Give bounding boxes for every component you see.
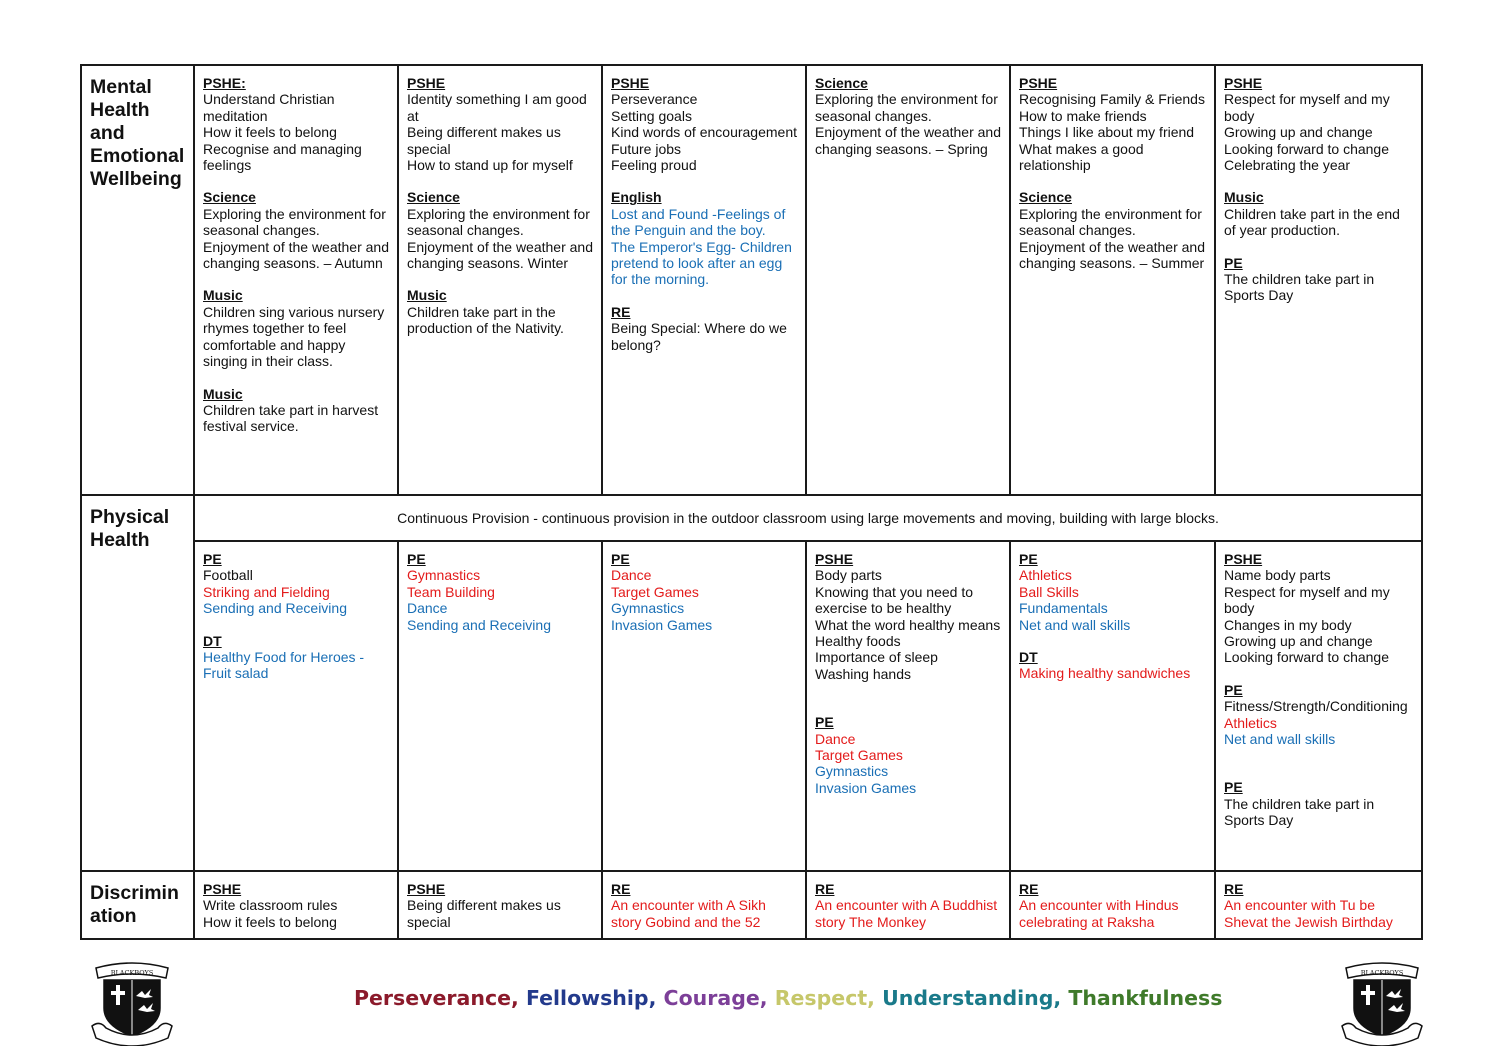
topic-line: Net and wall skills xyxy=(1019,616,1131,633)
subject-section xyxy=(1224,189,1413,238)
cell-physical-4 xyxy=(806,541,1010,871)
subject-section xyxy=(1019,189,1206,271)
subject-heading: English xyxy=(611,189,662,206)
cell-physical-3 xyxy=(602,541,806,871)
subject-heading: Music xyxy=(203,385,243,402)
subject-heading: Science xyxy=(203,189,256,206)
svg-text:BLACKBOYS: BLACKBOYS xyxy=(1360,969,1404,977)
subject-heading: RE xyxy=(1224,881,1244,897)
topic-line: Body parts xyxy=(815,567,882,584)
subject-heading: PSHE xyxy=(203,881,242,897)
subject-heading: PE xyxy=(1224,681,1243,698)
subject-section xyxy=(611,304,797,353)
topic-line: Athletics xyxy=(1019,567,1072,584)
cell-physical-5 xyxy=(1010,541,1215,871)
topic-line: Exploring the environment for seasonal changes. xyxy=(407,205,590,239)
cell-physical-1 xyxy=(194,541,398,871)
cell-mental-3 xyxy=(602,65,806,495)
subject-heading: DT xyxy=(1019,649,1038,666)
subject-section xyxy=(1019,551,1206,633)
topic-line: Understand Christian meditation xyxy=(203,91,335,124)
subject-section xyxy=(1019,649,1206,682)
subject-heading: Music xyxy=(407,287,447,304)
subject-heading: RE xyxy=(1019,881,1039,897)
subject-heading: PSHE xyxy=(407,75,446,91)
topic-line: Team Building xyxy=(407,583,495,600)
topic-line: Feeling proud xyxy=(611,157,697,174)
topic-line: Lost and Found -Feelings of the Penguin and the boy. xyxy=(611,205,786,239)
value-word: Perseverance xyxy=(354,986,512,1010)
subject-section xyxy=(203,75,389,173)
subject-heading: RE xyxy=(611,881,631,897)
topic-line: Children take part in the production of the Nativity. xyxy=(407,303,564,337)
topic-line: Enjoyment of the weather and changing seasons. – Autumn xyxy=(203,238,390,272)
topic-line: Exploring the environment for seasonal changes. xyxy=(203,205,386,239)
row-physical-health-activities xyxy=(81,541,1422,871)
topic-line: Name body parts xyxy=(1224,567,1331,584)
topic-line: What makes a good relationship xyxy=(1019,140,1144,174)
subject-heading: PE xyxy=(815,714,834,731)
topic-line: Sending and Receiving xyxy=(203,600,347,617)
cell-discrimination-5 xyxy=(1010,871,1215,939)
topic-line: Being different makes us special xyxy=(407,897,561,930)
topic-line: Healthy foods xyxy=(815,633,901,650)
topic-line: Future jobs xyxy=(611,140,682,157)
svg-text:BLACKBOYS: BLACKBOYS xyxy=(110,969,154,977)
topic-line: Being Special: Where do we belong? xyxy=(611,320,787,353)
subject-heading: Music xyxy=(203,287,243,304)
topic-line: Football xyxy=(203,567,253,584)
topic-line: Athletics xyxy=(1224,714,1277,731)
topic-line: Washing hands xyxy=(815,665,911,682)
topic-line: Dance xyxy=(611,567,652,584)
topic-line: The children take part in Sports Day xyxy=(1224,271,1375,304)
subject-heading: RE xyxy=(611,303,631,320)
subject-heading: PE xyxy=(1224,254,1243,271)
subject-section xyxy=(1224,881,1413,930)
subject-section xyxy=(1224,551,1413,666)
topic-line: Celebrating the year xyxy=(1224,157,1351,174)
subject-section xyxy=(611,189,797,287)
value-separator: , xyxy=(511,986,526,1010)
topic-line: Target Games xyxy=(611,583,699,600)
subject-heading: PSHE xyxy=(815,551,854,567)
topic-line: Exploring the environment for seasonal changes. xyxy=(815,91,998,124)
topic-line: Making healthy sandwiches xyxy=(1019,665,1191,682)
topic-line: Net and wall skills xyxy=(1224,731,1336,748)
topic-line: Exploring the environment for seasonal changes. xyxy=(1019,205,1202,239)
curriculum-table xyxy=(80,64,1423,940)
subject-heading: Science xyxy=(407,189,460,206)
subject-heading: RE xyxy=(815,881,835,897)
cell-discrimination-2 xyxy=(398,871,602,939)
subject-section xyxy=(815,551,1001,682)
topic-line: Growing up and change xyxy=(1224,633,1373,650)
topic-line: Children take part in the end of year production. xyxy=(1224,205,1400,239)
topic-line: Enjoyment of the weather and changing seasons. – Summer xyxy=(1019,238,1206,272)
cell-discrimination-1 xyxy=(194,871,398,939)
subject-section xyxy=(407,881,593,930)
subject-section xyxy=(611,551,797,633)
value-word: Respect xyxy=(774,986,868,1010)
cell-physical-2 xyxy=(398,541,602,871)
school-values xyxy=(354,986,1223,1010)
value-separator: , xyxy=(759,986,775,1010)
topic-line: Invasion Games xyxy=(815,779,917,796)
value-separator: , xyxy=(867,986,883,1010)
subject-section xyxy=(1224,779,1413,828)
row-mental-health xyxy=(81,65,1422,495)
topic-line: Knowing that you need to exercise to be healthy xyxy=(815,583,974,617)
topic-line: Looking forward to change xyxy=(1224,140,1389,157)
topic-line: Things I like about my friend xyxy=(1019,124,1195,141)
topic-line: Respect for myself and my body xyxy=(1224,583,1390,617)
topic-line: Gymnastics xyxy=(611,600,685,617)
topic-line: Setting goals xyxy=(611,107,692,124)
subject-section xyxy=(203,386,389,435)
topic-line: An encounter with Hindus celebrating at Raksha xyxy=(1019,897,1179,930)
cell-physical-6 xyxy=(1215,541,1422,871)
row-label-physical-health: Physical Health xyxy=(81,495,194,871)
topic-line: How it feels to belong xyxy=(203,913,337,930)
topic-line: Target Games xyxy=(815,747,903,764)
topic-line: Perseverance xyxy=(611,91,698,108)
cell-discrimination-3 xyxy=(602,871,806,939)
topic-line: Invasion Games xyxy=(611,616,713,633)
value-word: Courage xyxy=(663,986,760,1010)
topic-line: Fundamentals xyxy=(1019,600,1108,617)
subject-section xyxy=(203,551,389,617)
topic-line: Growing up and change xyxy=(1224,124,1373,141)
row-discrimination xyxy=(81,871,1422,939)
value-word: Thankfulness xyxy=(1068,986,1223,1010)
topic-line: The Emperor's Egg- Children pretend to look after an egg for the morning. xyxy=(611,238,792,288)
subject-section xyxy=(203,881,389,930)
topic-line: Gymnastics xyxy=(815,763,889,780)
subject-section xyxy=(815,881,1001,930)
subject-section xyxy=(611,881,797,930)
topic-line: How it feels to belong xyxy=(203,124,337,141)
topic-line: Respect for myself and my body xyxy=(1224,91,1390,124)
topic-line: Dance xyxy=(815,730,856,747)
topic-line: Children take part in harvest festival service. xyxy=(203,401,379,435)
subject-section xyxy=(1019,75,1206,173)
topic-line: Changes in my body xyxy=(1224,616,1352,633)
topic-line: How to make friends xyxy=(1019,107,1147,124)
topic-line: Sending and Receiving xyxy=(407,616,551,633)
subject-section xyxy=(1224,75,1413,173)
subject-section xyxy=(203,189,389,271)
cell-mental-4 xyxy=(806,65,1010,495)
subject-heading: PSHE xyxy=(611,75,650,91)
subject-heading: PSHE xyxy=(1019,75,1058,91)
row-label-discrimination: Discrimination xyxy=(81,871,194,939)
subject-section xyxy=(203,633,389,682)
cell-discrimination-6 xyxy=(1215,871,1422,939)
topic-line: Enjoyment of the weather and changing seasons. Winter xyxy=(407,238,594,272)
subject-section xyxy=(407,75,593,173)
row-label-mental-health: Mental Health and Emotional Wellbeing xyxy=(81,65,194,495)
topic-line: Healthy Food for Heroes - Fruit salad xyxy=(203,649,365,682)
topic-line: An encounter with A Buddhist story The Monkey xyxy=(815,897,998,930)
subject-heading: PE xyxy=(1019,551,1038,567)
topic-line: Striking and Fielding xyxy=(203,583,330,600)
topic-line: An encounter with Tu be Shevat the Jewish Birthday xyxy=(1224,897,1393,930)
subject-heading: PE xyxy=(611,551,630,567)
cell-discrimination-4 xyxy=(806,871,1010,939)
subject-section xyxy=(1224,255,1413,304)
topic-line: Looking forward to change xyxy=(1224,649,1389,666)
topic-line: Being different makes us special xyxy=(407,124,561,157)
topic-line: What the word healthy means xyxy=(815,616,1001,633)
cell-mental-5 xyxy=(1010,65,1215,495)
topic-line: Enjoyment of the weather and changing seasons. – Spring xyxy=(815,124,1002,157)
value-word: Fellowship xyxy=(525,986,649,1010)
subject-section xyxy=(1224,682,1413,748)
topic-line: Identity something I am good at xyxy=(407,91,587,124)
subject-section xyxy=(407,189,593,271)
row-physical-health xyxy=(81,495,1422,541)
topic-line: Ball Skills xyxy=(1019,583,1079,600)
cell-mental-2 xyxy=(398,65,602,495)
topic-line: Children sing various nursery rhymes together to feel comfortable and happy singing in their class. xyxy=(203,303,385,370)
subject-heading: PSHE xyxy=(1224,551,1263,567)
subject-heading: PSHE xyxy=(407,881,446,897)
value-word: Understanding xyxy=(882,986,1054,1010)
subject-heading: PSHE xyxy=(1224,75,1263,91)
topic-line: Recognising Family & Friends xyxy=(1019,91,1205,108)
topic-line: Write classroom rules xyxy=(203,897,338,914)
topic-line: Kind words of encouragement xyxy=(611,124,797,141)
topic-line: Recognise and managing feelings xyxy=(203,140,362,174)
continuous-provision: Continuous Provision - continuous provision in the outdoor classroom using large movements and moving, building with large blocks. xyxy=(194,495,1422,541)
value-separator: , xyxy=(1053,986,1069,1010)
subject-heading: Science xyxy=(815,75,868,91)
value-separator: , xyxy=(648,986,664,1010)
subject-section xyxy=(815,714,1001,796)
topic-line: Dance xyxy=(407,600,448,617)
subject-section xyxy=(815,75,1001,157)
cell-mental-1 xyxy=(194,65,398,495)
topic-line: Importance of sleep xyxy=(815,649,938,666)
subject-section xyxy=(407,287,593,336)
cell-mental-6 xyxy=(1215,65,1422,495)
subject-section xyxy=(203,287,389,369)
topic-line: Fitness/Strength/Conditioning xyxy=(1224,698,1408,715)
subject-section xyxy=(1019,881,1206,930)
subject-heading: PSHE: xyxy=(203,75,246,91)
subject-heading: PE xyxy=(1224,779,1243,796)
topic-line: The children take part in Sports Day xyxy=(1224,795,1375,829)
subject-section xyxy=(407,551,593,633)
subject-section xyxy=(611,75,797,173)
subject-heading: DT xyxy=(203,632,222,649)
topic-line: How to stand up for myself xyxy=(407,157,573,174)
subject-heading: PE xyxy=(407,551,426,567)
subject-heading: Science xyxy=(1019,189,1072,206)
subject-heading: PE xyxy=(203,551,222,567)
school-crest-logo xyxy=(90,960,174,1046)
subject-heading: Music xyxy=(1224,189,1264,206)
topic-line: Gymnastics xyxy=(407,567,481,584)
topic-line: An encounter with A Sikh story Gobind and the 52 xyxy=(611,897,766,930)
school-crest-logo-right xyxy=(1340,960,1424,1046)
